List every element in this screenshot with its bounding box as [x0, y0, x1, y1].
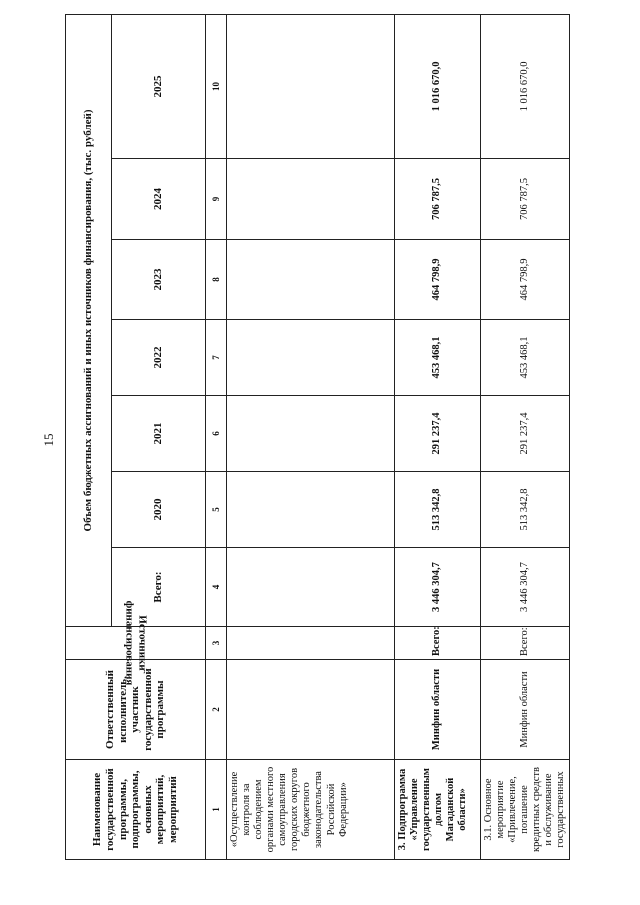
row-value: 513 342,8 — [395, 472, 481, 548]
table-rotated-container — [65, 15, 567, 860]
row-value: 1 016 670,0 — [395, 14, 481, 158]
row-source: Всего: — [481, 627, 570, 660]
row-name: «Осуществление контроля за соблюдением органами местного самоуправления городских округов бюджетного законодательства Российской Федерации» — [227, 760, 395, 860]
header-year: 2025 — [112, 14, 206, 158]
header-funding: Объем бюджетных ассигнований и иных источников финансирования, (тыс. рублей) — [66, 14, 112, 626]
table-row — [227, 14, 395, 859]
column-number: 5 — [206, 472, 227, 548]
row-value — [227, 396, 395, 472]
row-value: 453 468,1 — [395, 320, 481, 396]
row-total — [227, 548, 395, 627]
column-number: 7 — [206, 320, 227, 396]
row-value: 291 237,4 — [395, 396, 481, 472]
row-responsible: Минфин области — [481, 660, 570, 760]
table-row — [395, 14, 481, 859]
row-value: 291 237,4 — [481, 396, 570, 472]
column-number: 10 — [206, 14, 227, 158]
page-number: 15 — [41, 433, 56, 447]
row-value: 464 798,9 — [481, 240, 570, 320]
row-responsible: Минфин области — [395, 660, 481, 760]
header-total: Всего: — [112, 548, 206, 627]
header-name: Наименование государственной программы, подпрограммы, основных мероприятий, мероприятий — [66, 760, 206, 860]
row-value — [227, 472, 395, 548]
column-numbers-row — [206, 14, 227, 859]
row-value: 706 787,5 — [395, 159, 481, 240]
column-number: 9 — [206, 159, 227, 240]
row-source — [227, 627, 395, 660]
funding-table — [65, 14, 570, 860]
column-number: 6 — [206, 396, 227, 472]
row-value — [227, 320, 395, 396]
column-number: 2 — [206, 660, 227, 760]
header-source: Источники финансирования — [66, 627, 206, 660]
row-total: 3 446 304,7 — [481, 548, 570, 627]
row-value — [227, 159, 395, 240]
row-value: 453 468,1 — [481, 320, 570, 396]
header-year: 2022 — [112, 320, 206, 396]
row-value — [227, 14, 395, 158]
header-year: 2020 — [112, 472, 206, 548]
column-number: 8 — [206, 240, 227, 320]
column-number: 1 — [206, 760, 227, 860]
row-name: 3. Подпрограмма «Управление государственным долгом Магаданской области» — [395, 760, 481, 860]
row-value: 464 798,9 — [395, 240, 481, 320]
row-total: 3 446 304,7 — [395, 548, 481, 627]
table-row — [481, 14, 570, 859]
row-value: 706 787,5 — [481, 159, 570, 240]
header-year: 2021 — [112, 396, 206, 472]
header-year: 2023 — [112, 240, 206, 320]
header-year: 2024 — [112, 159, 206, 240]
column-number: 4 — [206, 548, 227, 627]
row-responsible — [227, 660, 395, 760]
row-value — [227, 240, 395, 320]
row-value: 513 342,8 — [481, 472, 570, 548]
row-value: 1 016 670,0 — [481, 14, 570, 158]
column-number: 3 — [206, 627, 227, 660]
row-name: 3.1. Основное мероприятие «Привлечение, погашение кредитных средств и обслуживание государственных — [481, 760, 570, 860]
header-responsible: Ответственный исполнитель, участник государственной программы — [66, 660, 206, 760]
row-source: Всего: — [395, 627, 481, 660]
